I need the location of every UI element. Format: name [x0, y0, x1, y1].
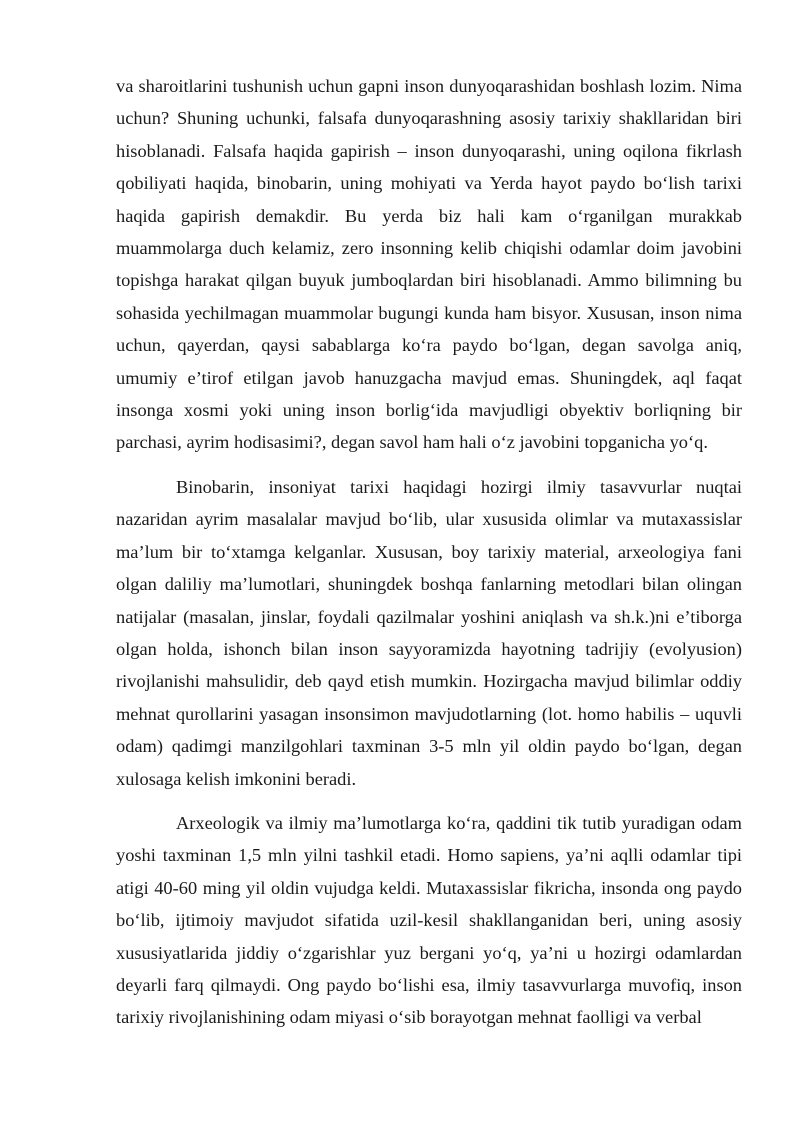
document-body: [116, 70, 742, 1034]
paragraph-1: va sharoitlarini tushunish uchun gapni inson dunyoqarashidan boshlash lozim. Nima uchun? Shuning uchunki, falsafa dunyoqarashning asosiy tarixiy shakllaridan biri hisoblanadi. Falsafa haqida gapirish – inson dunyoqarashi, uning oqilona fikrlash qobiliyati haqida, binobarin, uning mohiyati va Yerda hayot paydo boʻlish tarixi haqida gapirish demakdir. Bu yerda biz hali kam oʻrganilgan murakkab muammolarga duch kelamiz, zero insonning kelib chiqishi odamlar doim javobini topishga harakat qilgan buyuk jumboqlardan biri hisoblanadi. Ammo bilimning bu sohasida yechilmagan muammolar bugungi kunda ham bisyor. Xususan, inson nima uchun, qayerdan, qaysi sabablarga koʻra paydo boʻlgan, degan savolga aniq, umumiy e’tirof etilgan javob hanuzgacha mavjud emas. Shuningdek, aql faqat insonga xosmi yoki uning inson borligʻida mavjudligi obyektiv borliqning bir parchasi, ayrim hodisasimi?, degan savol ham hali oʻz javobini topganicha yoʻq.: [116, 76, 742, 453]
paragraph-2: Binobarin, insoniyat tarixi haqidagi hozirgi ilmiy tasavvurlar nuqtai nazaridan ayrim masalalar mavjud boʻlib, ular xususida olimlar va mutaxassislar ma’lum bir toʻxtamga kelganlar. Xususan, boy tarixiy material, arxeologiya fani olgan daliliy ma’lumotlari, shuningdek boshqa fanlarning metodlari bilan olingan natijalar (masalan, jinslar, foydali qazilmalar yoshini aniqlash va sh.k.)ni e’tiborga olgan holda, ishonch bilan inson sayyoramizda hayotning tadrijiy (evolyusion) rivojlanishi mahsulidir, deb qayd etish mumkin. Hozirgacha mavjud bilimlar oddiy mehnat qurollarini yasagan insonsimon mavjudotlarning (lot. homo habilis – uquvli odam) qadimgi manzilgohlari taxminan 3-5 mln yil oldin paydo boʻlgan, degan xulosaga kelish imkonini beradi.: [116, 476, 742, 789]
paragraph-3: Arxeologik va ilmiy ma’lumotlarga koʻra, qaddini tik tutib yuradigan odam yoshi taxminan 1,5 mln yilni tashkil etadi. Homo sapiens, ya’ni aqlli odamlar tipi atigi 40-60 ming yil oldin vujudga keldi. Mutaxassislar fikricha, insonda ong paydo boʻlib, ijtimoiy mavjudot sifatida uzil-kesil shakllanganidan beri, uning asosiy xususiyatlarida jiddiy oʻzgarishlar yuz bergani yoʻq, ya’ni u hozirgi odamlardan deyarli farq qilmaydi. Ong paydo boʻlishi esa, ilmiy tasavvurlarga muvofiq, inson tarixiy rivojlanishining odam miyasi oʻsib borayotgan mehnat faolligi va verbal: [116, 812, 742, 1028]
